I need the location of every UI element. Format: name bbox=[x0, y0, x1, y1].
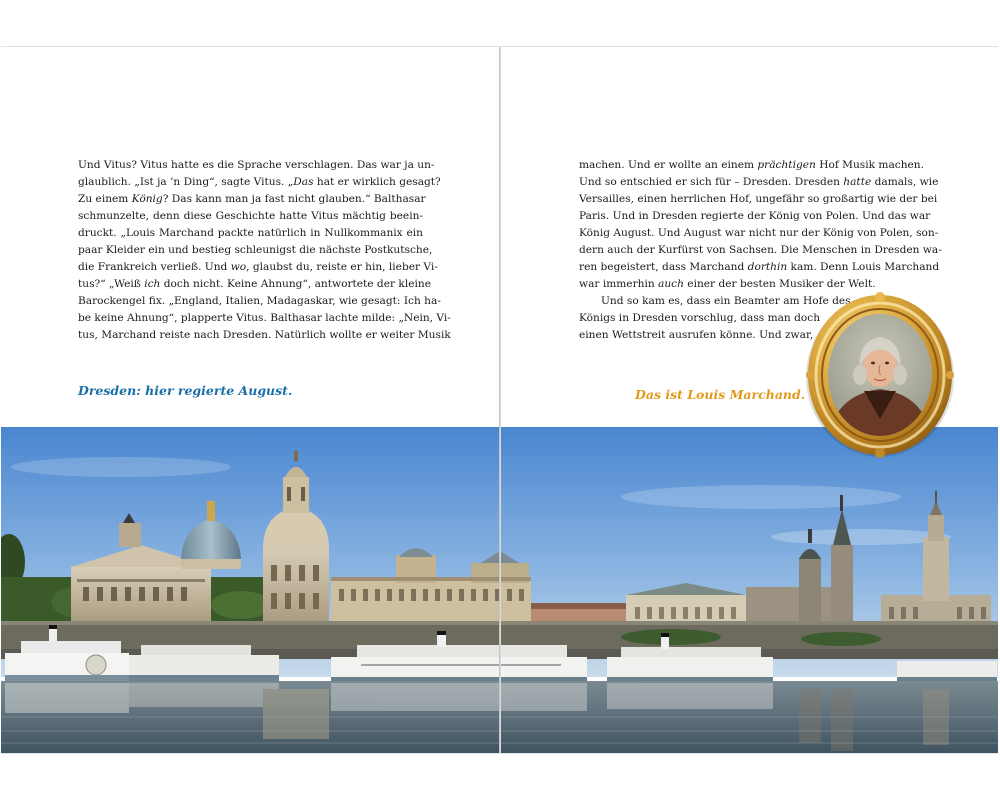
text-line: Und so entschied er sich für – Dresden. Dresden hatte damals, wie bbox=[579, 176, 939, 188]
text-line: König August. Und August war nicht nur der König von Polen, son- bbox=[579, 227, 939, 239]
marchand-portrait bbox=[804, 291, 956, 459]
text-line: schmunzelte, denn diese Geschichte hatte Vitus mächtig beein- bbox=[78, 210, 423, 222]
text-line: Versailles, einen herrlichen Hof, ungefähr so großartig wie der bei bbox=[579, 193, 938, 205]
text-line: dern auch der Kurfürst von Sachsen. Die Menschen in Dresden wa- bbox=[579, 244, 942, 256]
text-line: Paris. Und in Dresden regierte der König von Polen. Und das war bbox=[579, 210, 931, 222]
text-line: machen. Und er wollte an einem prächtigen Hof Musik machen. bbox=[579, 159, 924, 171]
caption-marchand: Das ist Louis Marchand. bbox=[635, 387, 806, 402]
text-line: einen Wettstreit ausrufen könne. Und zwar, bbox=[579, 329, 814, 341]
text-line: die Frankreich verließ. Und wo, glaubst du, reiste er hin, lieber Vi- bbox=[78, 261, 438, 273]
caption-dresden: Dresden: hier regierte August. bbox=[78, 383, 293, 398]
portrait-frame-image bbox=[804, 291, 956, 459]
text-line: glaublich. „Ist ja ’n Ding“, sagte Vitus. „Das hat er wirklich gesagt? bbox=[78, 176, 441, 188]
text-line: Und Vitus? Vitus hatte es die Sprache verschlagen. Das war ja un- bbox=[78, 159, 435, 171]
text-line: Barockengel fix. „England, Italien, Madagaskar, wie gesagt: Ich ha- bbox=[78, 295, 441, 307]
text-line: tus?“ „Weiß ich doch nicht. Keine Ahnung“, antwortete der kleine bbox=[78, 278, 431, 290]
text-line: Zu einem König? Das kann man ja fast nicht glauben.“ Balthasar bbox=[78, 193, 426, 205]
left-body-text bbox=[78, 157, 451, 344]
text-line: druckt. „Louis Marchand packte natürlich in Nullkommanix ein bbox=[78, 227, 423, 239]
book-spread bbox=[1, 46, 998, 754]
text-line: war immerhin auch einer der besten Musiker der Welt. bbox=[579, 278, 876, 290]
text-line: tus, Marchand reiste nach Dresden. Natürlich wollte er weiter Musik bbox=[78, 329, 451, 341]
book-gutter bbox=[499, 47, 501, 753]
text-line: paar Kleider ein und bestieg schleunigst die nächste Postkutsche, bbox=[78, 244, 433, 256]
text-line: be keine Ahnung“, plapperte Vitus. Balthasar lachte milde: „Nein, Vi- bbox=[78, 312, 451, 324]
text-line: Königs in Dresden vorschlug, dass man doch bbox=[579, 312, 821, 324]
text-line: Und so kam es, dass ein Beamter am Hofe des bbox=[601, 295, 851, 307]
text-line: ren begeistert, dass Marchand dorthin kam. Denn Louis Marchand bbox=[579, 261, 940, 273]
